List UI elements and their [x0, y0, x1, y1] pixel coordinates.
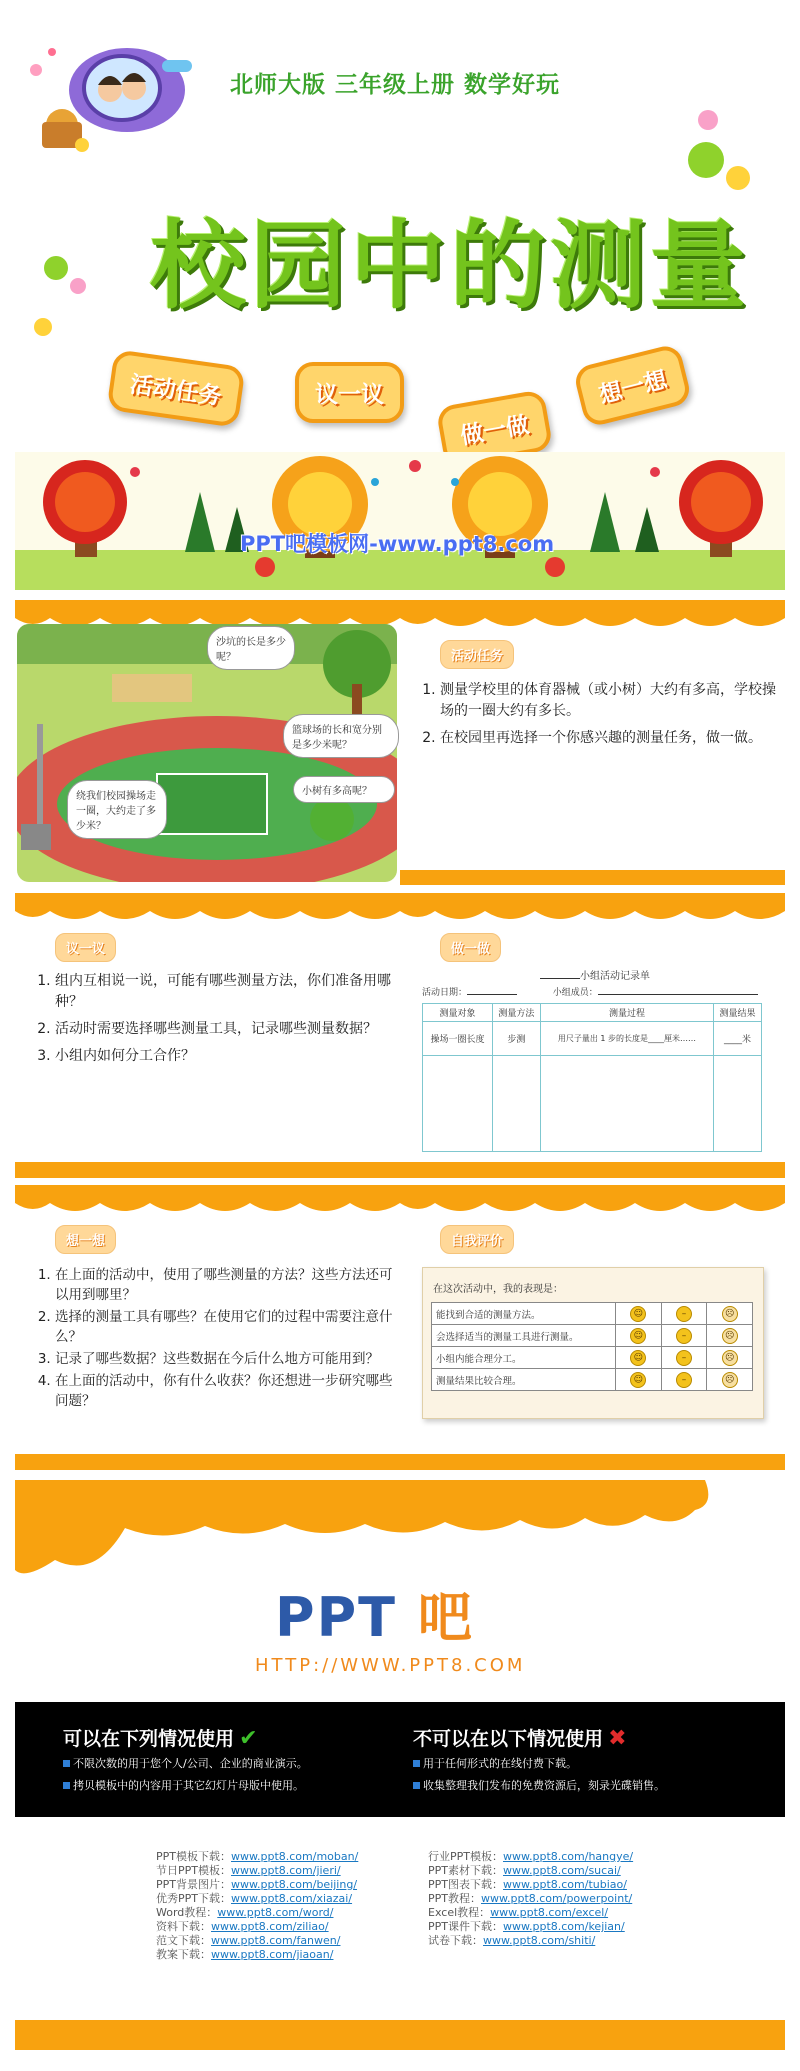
link-url[interactable]: www.ppt8.com/jieri/ [231, 1864, 341, 1877]
link-row [156, 1850, 406, 1864]
link-row [428, 1864, 698, 1878]
course-subtitle: 北师大版 三年级上册 数学好玩 [230, 72, 561, 98]
cloud-border [400, 600, 785, 640]
link-url[interactable]: www.ppt8.com/excel/ [490, 1906, 609, 1919]
link-label: Excel教程： [428, 1906, 491, 1919]
deco-dot [34, 318, 52, 336]
link-label: Word教程： [156, 1906, 218, 1919]
discuss-list [37, 971, 395, 1073]
cloud-border [15, 1185, 400, 1225]
link-row [156, 1878, 406, 1892]
link-url[interactable]: www.ppt8.com/xiazai/ [231, 1892, 353, 1905]
cannot-use-line [413, 1777, 773, 1793]
link-row [156, 1892, 406, 1906]
speech-bubble: 小树有多高呢？ [293, 776, 395, 803]
link-row [428, 1934, 698, 1948]
think-item: 1. 在上面的活动中，使用了哪些测量的方法？这些方法还可以用到哪里？ [55, 1265, 400, 1305]
task-item: 1. 测量学校里的体育器械（或小树）大约有多高，学校操场的一圈大约有多长。 [440, 680, 780, 722]
logo-ba: 吧 [417, 1586, 474, 1649]
bottom-bar [400, 1454, 785, 1470]
link-label: PPT素材下载： [428, 1864, 503, 1877]
tag-eval: 自我评价 [440, 1225, 514, 1254]
link-row [156, 1920, 406, 1934]
links-left [156, 1850, 406, 1962]
can-use-line-text: 拷贝模板中的内容用于其它幻灯片母版中使用。 [73, 1779, 304, 1792]
discuss-item: 1. 组内互相说一说，可能有哪些测量方法，你们准备用哪种？ [55, 971, 395, 1013]
link-url[interactable]: www.ppt8.com/word/ [217, 1906, 334, 1919]
watermark: PPT吧模板网-www.ppt8.com [240, 532, 555, 556]
think-item: 2. 选择的测量工具有哪些？在使用它们的过程中需要注意什么？ [55, 1307, 400, 1347]
can-use-title: 可以在下列情况使用 [63, 1728, 235, 1750]
bottom-bar [15, 1162, 400, 1178]
link-url[interactable]: www.ppt8.com/jiaoan/ [211, 1948, 334, 1961]
think-list [37, 1265, 400, 1413]
tag-discuss: 议一议 [55, 933, 116, 962]
title-slide [0, 0, 800, 590]
link-url[interactable]: www.ppt8.com/moban/ [231, 1850, 359, 1863]
sad-face-icon[interactable]: ☹ [722, 1372, 738, 1388]
link-row [156, 1864, 406, 1878]
task-item: 2. 在校园里再选择一个你感兴趣的测量任务，做一做。 [440, 728, 780, 749]
cloud-border [15, 1480, 785, 1590]
can-use-line [63, 1777, 403, 1793]
cannot-use-block [413, 1724, 773, 1793]
badge-discuss: 议一议 [295, 362, 404, 423]
link-row [428, 1850, 698, 1864]
table-header: 测量方法 [492, 1004, 540, 1022]
record-table [422, 1003, 762, 1152]
main-title: 校园中的测量 [150, 209, 750, 322]
badge-task: 活动任务 [106, 349, 245, 428]
link-label: PPT教程： [428, 1892, 481, 1905]
neutral-face-icon[interactable]: – [676, 1350, 692, 1366]
link-row [156, 1948, 406, 1962]
record-date-row [422, 985, 772, 998]
neutral-face-icon[interactable]: – [676, 1328, 692, 1344]
link-row [428, 1906, 698, 1920]
speech-bubble: 绕我们校园操场走一圈，大约走了多少米？ [67, 780, 167, 839]
link-url[interactable]: www.ppt8.com/fanwen/ [211, 1934, 341, 1947]
usage-notice [15, 1702, 785, 1817]
link-label: 试卷下载： [428, 1934, 483, 1947]
link-row [428, 1878, 698, 1892]
cannot-use-line-text: 收集整理我们发布的免费资源后，刻录光碟销售。 [423, 1779, 665, 1792]
logo-text: PPT [275, 1586, 397, 1649]
link-label: PPT模板下载： [156, 1850, 231, 1863]
tag-task: 活动任务 [440, 640, 514, 669]
cannot-use-line [413, 1755, 773, 1771]
ppt8-url[interactable]: HTTP://WWW.PPT8.COM [255, 1655, 526, 1676]
table-header: 测量结果 [714, 1004, 762, 1022]
deco-dot [688, 142, 724, 178]
speech-bubble: 沙坑的长是多少呢？ [207, 626, 295, 670]
link-url[interactable]: www.ppt8.com/beijing/ [231, 1878, 358, 1891]
smile-face-icon[interactable]: ☺ [630, 1306, 646, 1322]
speech-bubble: 篮球场的长和宽分别是多少米呢？ [283, 714, 399, 758]
bottom-bar [400, 1162, 785, 1178]
discuss-slide [15, 893, 400, 1178]
scene-slide [15, 600, 400, 885]
record-title [540, 967, 650, 982]
cross-icon: ✖ [608, 1726, 627, 1751]
link-label: 范文下载： [156, 1934, 211, 1947]
discuss-item: 3. 小组内如何分工合作？ [55, 1046, 395, 1067]
table-cell: 操场一圈长度 [423, 1022, 493, 1056]
members-label: 小组成员： [552, 988, 598, 998]
neutral-face-icon[interactable]: – [676, 1306, 692, 1322]
link-url[interactable]: www.ppt8.com/ziliao/ [211, 1920, 329, 1933]
smile-face-icon[interactable]: ☺ [630, 1328, 646, 1344]
eval-card [422, 1267, 764, 1419]
neutral-face-icon[interactable]: – [676, 1372, 692, 1388]
sad-face-icon[interactable]: ☹ [722, 1306, 738, 1322]
link-label: PPT图表下载： [428, 1878, 503, 1891]
can-use-line [63, 1755, 403, 1771]
tag-think: 想一想 [55, 1225, 116, 1254]
link-label: 优秀PPT下载： [156, 1892, 231, 1905]
links-right [428, 1850, 698, 1948]
task-list [422, 680, 780, 755]
eval-row-label: 会选择适当的测量工具进行测量。 [432, 1325, 616, 1347]
eval-row-label: 能找到合适的测量方法。 [432, 1303, 616, 1325]
link-url[interactable]: www.ppt8.com/shiti/ [483, 1934, 596, 1947]
eval-table [431, 1302, 753, 1391]
cannot-use-line-text: 用于任何形式的在线付费下载。 [423, 1757, 577, 1770]
badge-think: 想一想 [572, 343, 693, 429]
eval-slide [400, 1185, 785, 1470]
record-title-text: 小组活动记录单 [580, 971, 650, 982]
table-cell: 步测 [492, 1022, 540, 1056]
link-url[interactable]: www.ppt8.com/sucai/ [503, 1864, 621, 1877]
link-label: 教案下载： [156, 1948, 211, 1961]
link-label: PPT背景图片： [156, 1878, 231, 1891]
link-url[interactable]: www.ppt8.com/hangye/ [503, 1850, 634, 1863]
link-row [156, 1906, 406, 1920]
link-url[interactable]: www.ppt8.com/tubiao/ [503, 1878, 627, 1891]
link-row [156, 1934, 406, 1948]
can-use-block [63, 1724, 403, 1793]
link-url[interactable]: www.ppt8.com/kejian/ [503, 1920, 625, 1933]
sad-face-icon[interactable]: ☹ [722, 1328, 738, 1344]
sad-face-icon[interactable]: ☹ [722, 1350, 738, 1366]
table-header: 测量对象 [423, 1004, 493, 1022]
deco-dot [726, 166, 750, 190]
think-item: 3. 记录了哪些数据？这些数据在今后什么地方可能用到？ [55, 1349, 400, 1369]
cloud-border [15, 893, 400, 933]
badge-do: 做一做 [436, 389, 554, 468]
date-label: 活动日期： [422, 988, 468, 998]
discuss-item: 2. 活动时需要选择哪些测量工具，记录哪些测量数据？ [55, 1019, 395, 1040]
cannot-use-title: 不可以在以下情况使用 [413, 1728, 604, 1750]
rocket-illustration [22, 30, 202, 160]
deco-dot [44, 256, 68, 280]
tag-do: 做一做 [440, 933, 501, 962]
ppt8-slide [15, 1480, 785, 1700]
check-icon: ✔ [239, 1726, 258, 1751]
bottom-bar [15, 2020, 785, 2050]
smile-face-icon[interactable]: ☺ [630, 1350, 646, 1366]
task-slide [400, 600, 785, 885]
eval-row-label: 小组内能合理分工。 [432, 1347, 616, 1369]
think-item: 4. 在上面的活动中，你有什么收获？你还想进一步研究哪些问题？ [55, 1371, 400, 1411]
link-label: 资料下载： [156, 1920, 211, 1933]
bottom-bar [15, 1454, 400, 1470]
tree-illustration-band [15, 452, 785, 590]
think-slide [15, 1185, 400, 1470]
bottom-bar [400, 870, 785, 885]
cloud-border [400, 893, 785, 933]
can-use-line-text: 不限次数的用于您个人/公司、企业的商业演示。 [73, 1757, 308, 1770]
table-cell: 用尺子量出 1 步的长度是____厘米…… [540, 1022, 713, 1056]
link-url[interactable]: www.ppt8.com/powerpoint/ [481, 1892, 633, 1905]
smile-face-icon[interactable]: ☺ [630, 1372, 646, 1388]
link-row [428, 1920, 698, 1934]
eval-intro: 在这次活动中，我的表现是： [433, 1284, 563, 1295]
link-row [428, 1892, 698, 1906]
eval-row-label: 测量结果比较合理。 [432, 1369, 616, 1391]
do-slide [400, 893, 785, 1178]
link-label: PPT课件下载： [428, 1920, 503, 1933]
deco-dot [70, 278, 86, 294]
cloud-border [400, 1185, 785, 1225]
link-label: 行业PPT模板： [428, 1850, 503, 1863]
table-cell: ____米 [714, 1022, 762, 1056]
ppt8-logo [275, 1575, 474, 1652]
link-label: 节日PPT模板： [156, 1864, 231, 1877]
deco-dot [698, 110, 718, 130]
table-header: 测量过程 [540, 1004, 713, 1022]
